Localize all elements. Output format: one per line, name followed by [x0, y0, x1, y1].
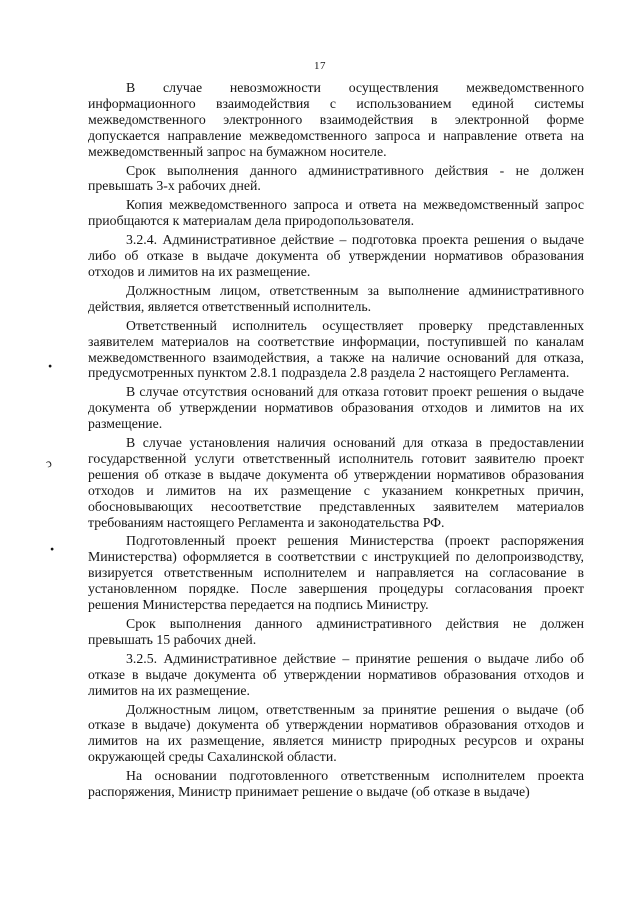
margin-mark: • [45, 358, 55, 374]
paragraph: Ответственный исполнитель осуществляет проверку представленных заявителем материалов на соответствие информации, поступившей по каналам межведомственного взаимодействия, а также на наличие оснований для отказа, предусмотренных пунктом 2.8.1 подраздела 2.8 раздела 2 настоящего Регламента. [88, 317, 584, 381]
paragraph: Срок выполнения данного административного действия не должен превышать 15 рабочих дней. [88, 616, 584, 647]
paragraph: В случае отсутствия оснований для отказа готовит проект решения о выдаче документа об утверждении нормативов образования отходов и лимитов на их размещение. [88, 384, 584, 432]
page-number: 17 [314, 60, 326, 72]
paragraph: Должностным лицом, ответственным за принятие решения о выдаче (об отказе в выдаче) документа об утверждении нормативов образования отходов и лимитов на их размещение, является министр природных ресурсов и охраны окружающей среды Сахалинской области. [88, 701, 584, 765]
paragraph: На основании подготовленного ответственным исполнителем проекта распоряжения, Министр принимает решение о выдаче (об отказе в выдаче) [88, 768, 584, 800]
margin-mark: ↄ [43, 455, 54, 471]
paragraph: Копия межведомственного запроса и ответа на межведомственный запрос приобщаются к материалам дела природопользователя. [88, 197, 584, 229]
section-heading-paragraph: 3.2.4. Административное действие – подготовка проекта решения о выдаче либо об отказе в выдаче документа об утверждении нормативов образования отходов и лимитов на их размещение. [88, 232, 584, 279]
paragraph: В случае невозможности осуществления межведомственного информационного взаимодействия с использованием единой системы межведомственного электронного взаимодействия в электронной форме допускается направление межведомственного запроса и направление ответа на межведомственный запрос на бумажном носителе. [88, 80, 584, 159]
margin-mark: • [47, 541, 57, 557]
section-heading-paragraph: 3.2.5. Административное действие – принятие решения о выдаче либо об отказе в выдаче документа об утверждении нормативов образования отходов и лимитов на их размещение. [88, 650, 584, 698]
paragraph: Подготовленный проект решения Министерства (проект распоряжения Министерства) оформляется в соответствии с инструкцией по делопроизводству, визируется ответственным исполнителем и направляется на согласование в установленном порядке. После завершения процедуры согласования проект решения Министерства передается на подпись Министру. [88, 533, 584, 613]
document-body [88, 80, 584, 803]
paragraph: В случае установления наличия оснований для отказа в предоставлении государственной услуги ответственный исполнитель готовит заявителю проект решения об отказе в выдаче документа об утверждении нормативов образования отходов и лимитов на их размещение с указанием конкретных причин, обосновывающих несоответствие представленных заявителем материалов требованиям настоящего Регламента и законодательства РФ. [88, 435, 584, 530]
paragraph: Срок выполнения данного административного действия - не должен превышать 3-х рабочих дней. [88, 162, 584, 194]
paragraph: Должностным лицом, ответственным за выполнение административного действия, является ответственный исполнитель. [88, 282, 584, 314]
